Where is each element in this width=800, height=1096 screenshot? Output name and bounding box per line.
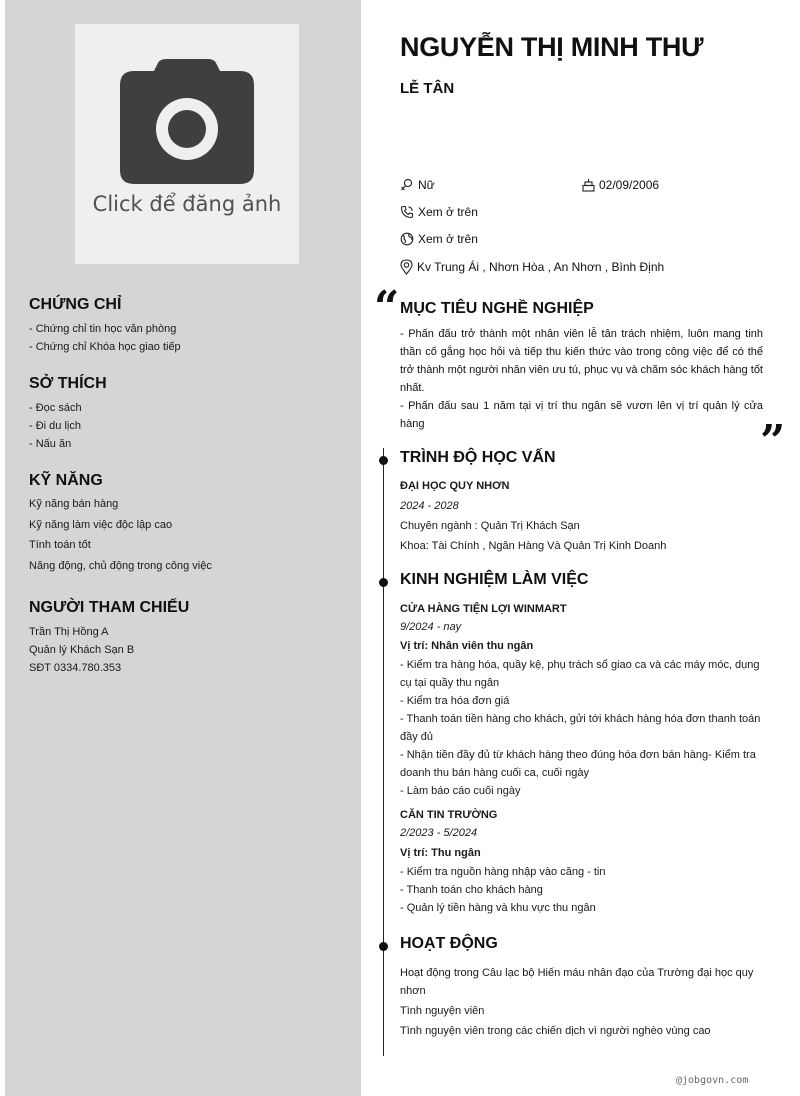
- location-pin-icon: [400, 259, 413, 275]
- address-info: [400, 259, 664, 275]
- camera-icon: [120, 59, 254, 184]
- objective-line: - Phấn đấu trở thành một nhân viên lễ tân trách nhiệm, luôn mang tinh thần cố gắng học hỏi và tiếp thu kiến thức vào trong công việc để có thể trở thành một người nhân viên ưu tú, phục vụ và chăm sóc khách hàng tốt nhất.: [400, 328, 763, 394]
- job-duty: - Nhận tiền đầy đủ từ khách hàng theo đúng hóa đơn bán hàng- Kiểm tra doanh thu bán hàng cuối ca, cuối ngày: [400, 749, 756, 779]
- activity-item: Hoạt động trong Câu lạc bộ Hiến máu nhân đạo của Trường đại học quy nhơn: [400, 967, 754, 997]
- cake-icon: [582, 178, 595, 192]
- education-entry: [400, 478, 763, 556]
- phone-icon: [400, 205, 414, 219]
- objective-text: [400, 325, 763, 433]
- skill-item: Năng động, chủ động trong công việc: [29, 559, 212, 572]
- gender-value: Nữ: [418, 178, 435, 192]
- hobby-item: - Đi du lịch: [29, 420, 81, 432]
- reference-item: Trần Thị Hồng A: [29, 626, 109, 638]
- open-quote-icon: “: [374, 282, 400, 333]
- hobbies-section: [29, 375, 339, 453]
- job-title: LỄ TÂN: [400, 80, 455, 97]
- sidebar: [5, 0, 361, 1096]
- certificate-item: - Chứng chỉ tin học văn phòng: [29, 323, 177, 335]
- phone-info: [400, 205, 478, 219]
- globe-icon: [400, 232, 414, 246]
- certificate-item: - Chứng chỉ Khóa học giao tiếp: [29, 341, 181, 353]
- timeline-dot: [379, 578, 388, 587]
- activity-item: Tình nguyện viên: [400, 1005, 485, 1017]
- reference-item: Quản lý Khách Sạn B: [29, 644, 135, 656]
- job-duty: - Kiểm tra nguồn hàng nhập vào căng - tin: [400, 866, 606, 878]
- candidate-name: NGUYỄN THỊ MINH THƯ: [400, 32, 704, 62]
- job-period: 9/2024 - nay: [400, 621, 462, 633]
- watermark: @jobgovn.com: [676, 1075, 749, 1086]
- hobby-item: - Đọc sách: [29, 402, 82, 414]
- close-quote-icon: ”: [760, 416, 786, 467]
- phone-value: Xem ở trên: [418, 205, 478, 219]
- photo-upload-label: Click để đăng ảnh: [92, 192, 282, 216]
- objective-line: - Phấn đấu sau 1 năm tại vị trí thu ngân sẽ vươn lên vị trí quản lý cửa hàng: [400, 400, 763, 430]
- job-duty: - Quản lý tiền hàng và khu vực thu ngân: [400, 902, 596, 914]
- activities-title: HOẠT ĐỘNG: [400, 935, 498, 952]
- address-value: Kv Trung Ái , Nhơn Hòa , An Nhơn , Bình Định: [417, 260, 665, 274]
- certificates-section: [29, 296, 339, 356]
- timeline-dot: [379, 456, 388, 465]
- hobby-item: - Nấu ăn: [29, 438, 72, 450]
- objective-title: MỤC TIÊU NGHỀ NGHIỆP: [400, 300, 594, 317]
- education-faculty: Khoa: Tài Chính , Ngân Hàng Và Quản Trị Kinh Doanh: [400, 540, 667, 552]
- hobbies-title: SỞ THÍCH: [29, 375, 107, 392]
- references-section: [29, 599, 339, 677]
- job-duty: - Làm báo cáo cuối ngày: [400, 785, 521, 797]
- skill-item: Kỹ năng làm việc độc lập cao: [29, 518, 173, 531]
- job-period: 2/2023 - 5/2024: [400, 827, 478, 839]
- skill-item: Tính toán tốt: [29, 539, 91, 551]
- website-value: Xem ở trên: [418, 232, 478, 246]
- education-period: 2024 - 2028: [400, 500, 459, 512]
- birthdate-info: [582, 178, 659, 192]
- references-title: NGƯỜI THAM CHIẾU: [29, 599, 190, 616]
- website-info: [400, 232, 478, 246]
- education-title: TRÌNH ĐỘ HỌC VẤN: [400, 449, 556, 466]
- birthdate-value: 02/09/2006: [599, 178, 660, 192]
- experience-title: KINH NGHIỆM LÀM VIỆC: [400, 571, 589, 588]
- job-duty: - Thanh toán tiền hàng cho khách, gửi tới khách hàng hóa đơn thanh toán đầy đủ: [400, 713, 761, 743]
- job-role: Vị trí: Nhân viên thu ngân: [400, 640, 534, 652]
- skill-item: Kỹ năng bán hàng: [29, 498, 119, 510]
- job-duty: - Kiểm tra hóa đơn giá: [400, 695, 510, 707]
- employer-name: CĂN TIN TRƯỜNG: [400, 809, 498, 821]
- education-major: Chuyên ngành : Quản Trị Khách Sạn: [400, 520, 580, 532]
- school-name: ĐẠI HỌC QUY NHƠN: [400, 480, 510, 492]
- timeline-line: [383, 448, 384, 1056]
- activities-list: [400, 964, 763, 1040]
- employer-name: CỬA HÀNG TIỆN LỢI WINMART: [400, 603, 567, 615]
- job-role: Vị trí: Thu ngân: [400, 847, 481, 859]
- job-duty: - Thanh toán cho khách hàng: [400, 884, 543, 896]
- experience-entry: [400, 807, 763, 917]
- certificates-title: CHỨNG CHỈ: [29, 296, 122, 313]
- skills-title: KỸ NĂNG: [29, 472, 103, 489]
- skills-section: [29, 472, 339, 576]
- gender-icon: [400, 178, 414, 192]
- gender-info: [400, 178, 435, 192]
- timeline-dot: [379, 942, 388, 951]
- activity-item: Tình nguyện viên trong các chiến dịch vì người nghèo vùng cao: [400, 1025, 711, 1037]
- photo-upload[interactable]: [75, 24, 299, 264]
- experience-entry: [400, 601, 763, 800]
- job-duty: - Kiểm tra hàng hóa, quầy kệ, phụ trách sổ giao ca và các máy móc, dụng cụ tại quầy thu ngân: [400, 659, 760, 689]
- reference-item: SĐT 0334.780.353: [29, 662, 122, 674]
